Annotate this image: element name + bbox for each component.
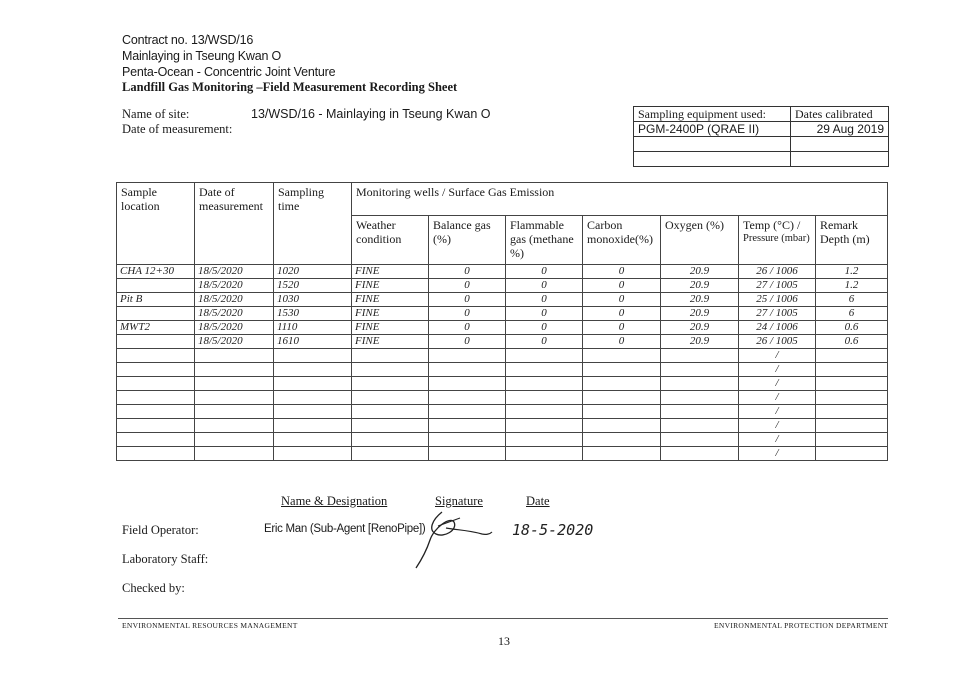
cell-remark-depth — [816, 433, 888, 447]
cell-oxygen: 20.9 — [661, 265, 739, 279]
header-balance-gas: Balance gas (%) — [429, 216, 506, 265]
cell-time — [274, 363, 352, 377]
cell-remark-depth: 6 — [816, 307, 888, 321]
cell-balance-gas — [429, 419, 506, 433]
measurement-rows — [117, 265, 888, 461]
field-operator-label: Field Operator: — [122, 523, 199, 537]
cell-location — [117, 349, 195, 363]
cell-date: 18/5/2020 — [195, 293, 274, 307]
cell-flammable-gas: 0 — [506, 321, 583, 335]
cell-location — [117, 419, 195, 433]
header-oxygen: Oxygen (%) — [661, 216, 739, 265]
table-row — [117, 349, 888, 363]
cell-temp-pressure: 26 / 1005 — [739, 335, 816, 349]
cell-weather — [352, 377, 429, 391]
cell-location — [117, 405, 195, 419]
cell-flammable-gas: 0 — [506, 293, 583, 307]
cell-date: 18/5/2020 — [195, 321, 274, 335]
cell-time: 1530 — [274, 307, 352, 321]
cell-flammable-gas: 0 — [506, 265, 583, 279]
cell-flammable-gas — [506, 363, 583, 377]
header-sample-location: Sample location — [117, 183, 195, 265]
equipment-empty-cell — [634, 137, 791, 152]
cell-flammable-gas: 0 — [506, 335, 583, 349]
cell-remark-depth — [816, 391, 888, 405]
table-row — [117, 419, 888, 433]
cell-oxygen: 20.9 — [661, 279, 739, 293]
cell-carbon-monoxide — [583, 363, 661, 377]
cell-date — [195, 377, 274, 391]
cell-carbon-monoxide — [583, 433, 661, 447]
header-date-of-measurement: Date of measurement — [195, 183, 274, 265]
cell-flammable-gas: 0 — [506, 279, 583, 293]
cell-time — [274, 447, 352, 461]
cell-flammable-gas — [506, 349, 583, 363]
cell-date — [195, 391, 274, 405]
table-row — [117, 279, 888, 293]
footer-right: ENVIRONMENTAL PROTECTION DEPARTMENT — [714, 621, 889, 630]
cell-time: 1020 — [274, 265, 352, 279]
footer-left: ENVIRONMENTAL RESOURCES MANAGEMENT — [122, 621, 298, 630]
cell-oxygen: 20.9 — [661, 293, 739, 307]
cell-remark-depth — [816, 405, 888, 419]
header-remark-depth: Remark Depth (m) — [816, 216, 888, 265]
cell-carbon-monoxide — [583, 349, 661, 363]
cell-location — [117, 433, 195, 447]
cell-weather: FINE — [352, 265, 429, 279]
project-name: Mainlaying in Tseung Kwan O — [122, 49, 282, 63]
cell-weather: FINE — [352, 293, 429, 307]
cell-remark-depth: 0.6 — [816, 321, 888, 335]
cell-balance-gas: 0 — [429, 335, 506, 349]
header-monitoring-group: Monitoring wells / Surface Gas Emission — [352, 183, 888, 216]
cell-carbon-monoxide: 0 — [583, 293, 661, 307]
cell-weather: FINE — [352, 321, 429, 335]
cell-temp-pressure: 24 / 1006 — [739, 321, 816, 335]
cell-temp-pressure: / — [739, 405, 816, 419]
cell-flammable-gas — [506, 391, 583, 405]
measurement-date-label: Date of measurement: — [122, 122, 233, 136]
cell-oxygen — [661, 433, 739, 447]
site-name-label: Name of site: — [122, 107, 190, 121]
cell-time — [274, 377, 352, 391]
equipment-table — [633, 106, 889, 167]
cell-date — [195, 349, 274, 363]
cell-flammable-gas — [506, 419, 583, 433]
cell-time — [274, 433, 352, 447]
cell-flammable-gas — [506, 377, 583, 391]
cell-time — [274, 391, 352, 405]
cell-carbon-monoxide — [583, 377, 661, 391]
cell-remark-depth — [816, 377, 888, 391]
cell-balance-gas: 0 — [429, 307, 506, 321]
cell-date: 18/5/2020 — [195, 265, 274, 279]
equipment-value: PGM-2400P (QRAE II) — [634, 122, 791, 137]
cell-date — [195, 447, 274, 461]
cell-balance-gas — [429, 433, 506, 447]
field-operator-name: Eric Man (Sub-Agent [RenoPipe]) — [264, 523, 426, 535]
measurement-table — [116, 182, 888, 461]
cell-time: 1520 — [274, 279, 352, 293]
cell-time — [274, 349, 352, 363]
cell-location — [117, 377, 195, 391]
cell-temp-pressure: 25 / 1006 — [739, 293, 816, 307]
sheet-title: Landfill Gas Monitoring –Field Measurement Recording Sheet — [122, 80, 458, 94]
laboratory-staff-label: Laboratory Staff: — [122, 552, 209, 566]
cell-oxygen: 20.9 — [661, 307, 739, 321]
cell-weather — [352, 349, 429, 363]
cell-temp-pressure: 27 / 1005 — [739, 307, 816, 321]
cell-weather — [352, 391, 429, 405]
cell-flammable-gas: 0 — [506, 307, 583, 321]
cell-date — [195, 433, 274, 447]
calibrated-empty-cell — [791, 137, 889, 152]
cell-date — [195, 405, 274, 419]
cell-balance-gas — [429, 391, 506, 405]
cell-location — [117, 391, 195, 405]
cell-location: Pit B — [117, 293, 195, 307]
header-temp-pressure — [739, 216, 816, 265]
cell-carbon-monoxide — [583, 405, 661, 419]
cell-oxygen — [661, 391, 739, 405]
cell-weather: FINE — [352, 307, 429, 321]
cell-remark-depth — [816, 447, 888, 461]
cell-balance-gas: 0 — [429, 293, 506, 307]
cell-oxygen: 20.9 — [661, 335, 739, 349]
header-temp: Temp (°C) / — [743, 218, 801, 232]
table-row — [117, 391, 888, 405]
table-row — [117, 433, 888, 447]
cell-temp-pressure: 27 / 1005 — [739, 279, 816, 293]
cell-oxygen — [661, 419, 739, 433]
header-carbon-monoxide: Carbon monoxide(%) — [583, 216, 661, 265]
cell-carbon-monoxide: 0 — [583, 321, 661, 335]
cell-date: 18/5/2020 — [195, 279, 274, 293]
cell-time — [274, 419, 352, 433]
checked-by-label: Checked by: — [122, 581, 185, 595]
cell-carbon-monoxide — [583, 447, 661, 461]
cell-balance-gas: 0 — [429, 265, 506, 279]
table-row — [117, 321, 888, 335]
cell-flammable-gas — [506, 447, 583, 461]
name-designation-heading: Name & Designation — [281, 494, 388, 508]
table-row — [117, 265, 888, 279]
equipment-empty-cell — [634, 152, 791, 167]
calibrated-value: 29 Aug 2019 — [791, 122, 889, 137]
cell-weather: FINE — [352, 335, 429, 349]
table-row — [117, 447, 888, 461]
cell-temp-pressure: 26 / 1006 — [739, 265, 816, 279]
cell-weather — [352, 447, 429, 461]
calibrated-header: Dates calibrated — [791, 107, 889, 122]
table-row — [117, 405, 888, 419]
cell-oxygen — [661, 377, 739, 391]
cell-oxygen — [661, 363, 739, 377]
cell-remark-depth — [816, 419, 888, 433]
header-weather: Weather condition — [352, 216, 429, 265]
cell-location: CHA 12+30 — [117, 265, 195, 279]
cell-weather — [352, 405, 429, 419]
cell-temp-pressure: / — [739, 377, 816, 391]
cell-location: MWT2 — [117, 321, 195, 335]
cell-date: 18/5/2020 — [195, 335, 274, 349]
table-row — [117, 335, 888, 349]
page-number: 13 — [498, 634, 510, 648]
cell-balance-gas: 0 — [429, 279, 506, 293]
cell-remark-depth — [816, 363, 888, 377]
signature-scribble — [412, 500, 494, 572]
cell-carbon-monoxide: 0 — [583, 307, 661, 321]
cell-weather — [352, 363, 429, 377]
cell-date — [195, 419, 274, 433]
cell-location — [117, 307, 195, 321]
signature-heading: Signature — [435, 494, 483, 508]
cell-flammable-gas — [506, 433, 583, 447]
calibrated-empty-cell — [791, 152, 889, 167]
cell-temp-pressure: / — [739, 447, 816, 461]
cell-remark-depth: 1.2 — [816, 279, 888, 293]
cell-temp-pressure: / — [739, 349, 816, 363]
cell-oxygen — [661, 349, 739, 363]
footer-rule — [118, 618, 888, 619]
cell-temp-pressure: / — [739, 363, 816, 377]
cell-temp-pressure: / — [739, 419, 816, 433]
cell-oxygen — [661, 447, 739, 461]
cell-time — [274, 405, 352, 419]
cell-flammable-gas — [506, 405, 583, 419]
cell-oxygen: 20.9 — [661, 321, 739, 335]
cell-location — [117, 335, 195, 349]
cell-time: 1030 — [274, 293, 352, 307]
field-operator-date: 18-5-2020 — [512, 521, 594, 539]
site-name-value: 13/WSD/16 - Mainlaying in Tseung Kwan O — [251, 107, 491, 121]
table-row — [117, 293, 888, 307]
cell-remark-depth: 0.6 — [816, 335, 888, 349]
cell-balance-gas: 0 — [429, 321, 506, 335]
cell-temp-pressure: / — [739, 391, 816, 405]
cell-carbon-monoxide: 0 — [583, 279, 661, 293]
cell-weather — [352, 433, 429, 447]
cell-carbon-monoxide — [583, 419, 661, 433]
header-sampling-time: Sampling time — [274, 183, 352, 265]
cell-weather: FINE — [352, 279, 429, 293]
table-row — [117, 307, 888, 321]
date-heading: Date — [526, 494, 550, 508]
cell-date — [195, 363, 274, 377]
cell-location — [117, 279, 195, 293]
cell-balance-gas — [429, 447, 506, 461]
cell-remark-depth: 1.2 — [816, 265, 888, 279]
cell-oxygen — [661, 405, 739, 419]
header-pressure: Pressure (mbar) — [743, 233, 810, 244]
cell-carbon-monoxide: 0 — [583, 335, 661, 349]
cell-temp-pressure: / — [739, 433, 816, 447]
table-row — [117, 377, 888, 391]
cell-carbon-monoxide: 0 — [583, 265, 661, 279]
table-row — [117, 363, 888, 377]
cell-time: 1610 — [274, 335, 352, 349]
cell-location — [117, 447, 195, 461]
cell-time: 1110 — [274, 321, 352, 335]
cell-location — [117, 363, 195, 377]
cell-balance-gas — [429, 377, 506, 391]
cell-balance-gas — [429, 349, 506, 363]
equipment-header: Sampling equipment used: — [634, 107, 791, 122]
cell-carbon-monoxide — [583, 391, 661, 405]
cell-balance-gas — [429, 405, 506, 419]
contract-number: Contract no. 13/WSD/16 — [122, 33, 254, 47]
header-flammable-gas: Flammable gas (methane %) — [506, 216, 583, 265]
cell-remark-depth — [816, 349, 888, 363]
cell-balance-gas — [429, 363, 506, 377]
cell-remark-depth: 6 — [816, 293, 888, 307]
contractor-name: Penta-Ocean - Concentric Joint Venture — [122, 65, 336, 79]
cell-weather — [352, 419, 429, 433]
cell-date: 18/5/2020 — [195, 307, 274, 321]
